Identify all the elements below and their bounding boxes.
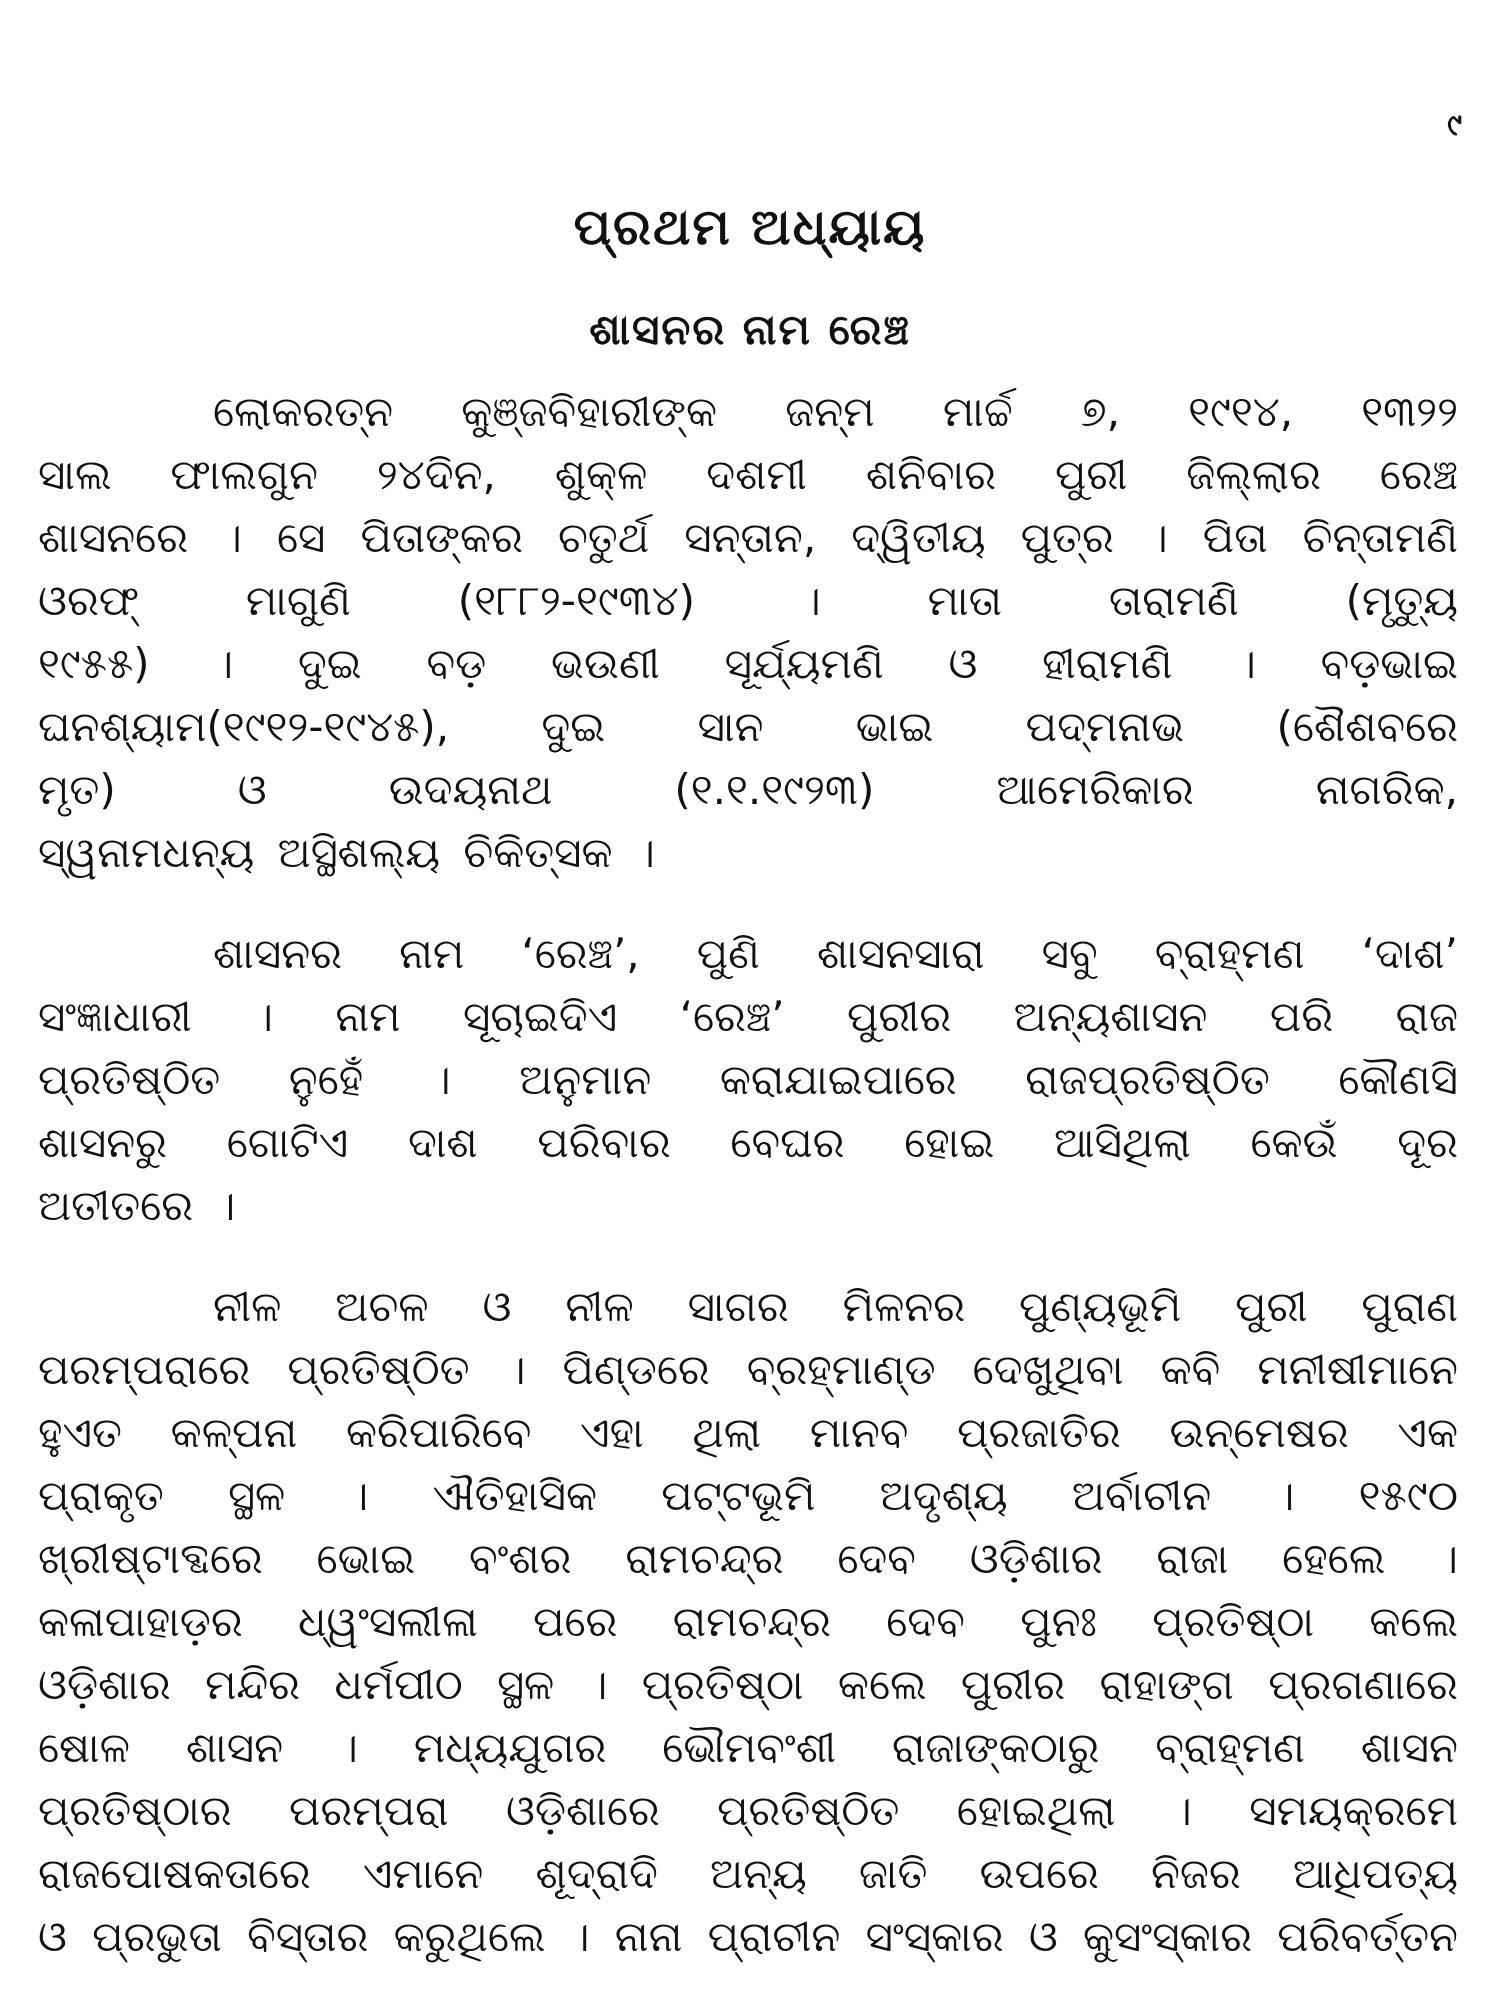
text-line: ଘନଶ୍ୟାମ(୧୯୧୨-୧୯୪୫), ଦୁଇ ସାନ ଭାଇ ପଦ୍ମନାଭ (ଶୈଶବରେ [38,702,1458,751]
section-title: ଶାସନର ନାମ ରେଞ୍ଚ [589,305,911,354]
text-line: ପ୍ରତିଷ୍ଠିତ ନୁହେଁ । ଅନୁମାନ କରାଯାଇପାରେ ରାଜପ୍ରତିଷ୍ଠିତ କୌଣସି [38,1055,1458,1104]
paragraph-1 [38,380,1458,884]
text-line: ଅତୀତରେ । [38,1181,236,1230]
text-line: ୧୯୫୫) । ଦୁଇ ବଡ଼ ଭଉଣୀ ସୂର୍ଯ୍ୟମଣି ଓ ହୀରାମଣି । ବଡ଼ଭାଇ [38,639,1458,688]
text-line: ନୀଳ ଅଚଳ ଓ ନୀଳ ସାଗର ମିଳନର ପୁଣ୍ୟଭୂମି ପୁରୀ ପୁରାଣ [213,1282,1458,1331]
chapter-title: ପ୍ରଥମ ଅଧ୍ୟାୟ [573,198,927,256]
text-line: ଷୋଳ ଶାସନ । ମଧ୍ୟଯୁଗର ଭୌମବଂଶୀ ରାଜାଙ୍କଠାରୁ ବ୍ରାହ୍ମଣ ଶାସନ [38,1723,1458,1772]
body-text [38,380,1458,2006]
text-line: ଶାସନରୁ ଗୋଟିଏ ଦାଶ ପରିବାର ବେଘର ହୋଇ ଆସିଥିଲା କେଉଁ ଦୂର [38,1118,1458,1167]
text-line: ପ୍ରତିଷ୍ଠାର ପରମ୍ପରା ଓଡ଼ିଶାରେ ପ୍ରତିଷ୍ଠିତ ହୋଇଥିଲା । ସମୟକ୍ରମେ [38,1786,1458,1835]
text-line: ଓରଫ୍ ମାଗୁଣି (୧୮୮୨-୧୯୩୪) । ମାତା ତାରାମଣି (ମୃତ୍ୟୁ [38,576,1458,625]
text-line: ଲୋକରତ୍ନ କୁଞ୍ଜବିହାରୀଙ୍କ ଜନ୍ମ ମାର୍ଚ୍ଚ ୭, ୧୯୧୪, ୧୩୨୨ [213,387,1458,436]
text-line: ପ୍ରାକୃତ ସ୍ଥଳ । ଐତିହାସିକ ପଟ୍ଟଭୂମି ଅଦୃଶ୍ୟ ଅର୍ବାଚୀନ । ୧୫୯୦ [38,1471,1458,1520]
text-line: ଖ୍ରୀଷ୍ଟାବ୍ଦରେ ଭୋଇ ବଂଶର ରାମଚନ୍ଦ୍ର ଦେବ ଓଡ଼ିଶାର ରାଜା ହେଲେ । [38,1534,1458,1583]
text-line: ଶାସନରେ । ସେ ପିତାଙ୍କର ଚତୁର୍ଥ ସନ୍ତାନ, ଦ୍ୱିତୀୟ ପୁତ୍ର । ପିତା ଚିନ୍ତାମଣି [38,513,1458,562]
text-line: କଳାପାହାଡ଼ର ଧ୍ୱଂସଲୀଳା ପରେ ରାମଚନ୍ଦ୍ର ଦେବ ପୁନଃ ପ୍ରତିଷ୍ଠା କଲେ [38,1597,1458,1646]
paragraph-3 [38,1275,1458,1968]
paragraph-2 [38,922,1458,1237]
text-line: ଓ ପ୍ରଭୁତା ବିସ୍ତାର କରୁଥିଲେ । ନାନା ପ୍ରାଚୀନ ସଂସ୍କାର ଓ କୁସଂସ୍କାର ପରିବର୍ତ୍ତନ [38,1912,1458,1961]
text-line: ସ୍ୱନାମଧନ୍ୟ ଅସ୍ଥିଶଲ୍ୟ ଚିକିତ୍ସକ । [38,828,655,877]
text-line: ମୃତ) ଓ ଉଦୟନାଥ (୧.୧.୧୯୨୩) ଆମେରିକାର ନାଗରିକ, [38,765,1458,814]
text-line: ହୁଏତ କଳ୍ପନା କରିପାରିବେ ଏହା ଥିଲା ମାନବ ପ୍ରଜାତିର ଉନ୍ମେଷର ଏକ [38,1408,1458,1457]
text-line: ଓଡ଼ିଶାର ମନ୍ଦିର ଧର୍ମପୀଠ ସ୍ଥଳ । ପ୍ରତିଷ୍ଠା କଲେ ପୁରୀର ରାହାଙ୍ଗ ପ୍ରଗଣାରେ [38,1660,1458,1709]
text-line: ରାଜପୋଷକତାରେ ଏମାନେ ଶୂଦ୍ରାଦି ଅନ୍ୟ ଜାତି ଉପରେ ନିଜର ଆଧିପତ୍ୟ [38,1849,1458,1898]
text-line: ଶାସନର ନାମ ‘ରେଞ୍ଚ’, ପୁଣି ଶାସନସାରା ସବୁ ବ୍ରାହ୍ମଣ ‘ଦାଶ’ [213,929,1458,978]
text-line: ସଂଜ୍ଞାଧାରୀ । ନାମ ସୂଚାଇଦିଏ ‘ରେଞ୍ଚ’ ପୁରୀର ଅନ୍ୟଶାସନ ପରି ରାଜ [38,992,1458,1041]
text-line: ସାଲ ଫାଲଗୁନ ୨୪ଦିନ, ଶୁକ୍ଳ ଦଶମୀ ଶନିବାର ପୁରୀ ଜିଲ୍ଲାର ରେଞ୍ଚ [38,450,1458,499]
page-number: ୯ [1447,108,1462,143]
text-line: ପରମ୍ପରାରେ ପ୍ରତିଷ୍ଠିତ । ପିଣ୍ଡରେ ବ୍ରହ୍ମାଣ୍ଡ ଦେଖୁଥିବା କବି ମନୀଷୀମାନେ [38,1345,1458,1394]
